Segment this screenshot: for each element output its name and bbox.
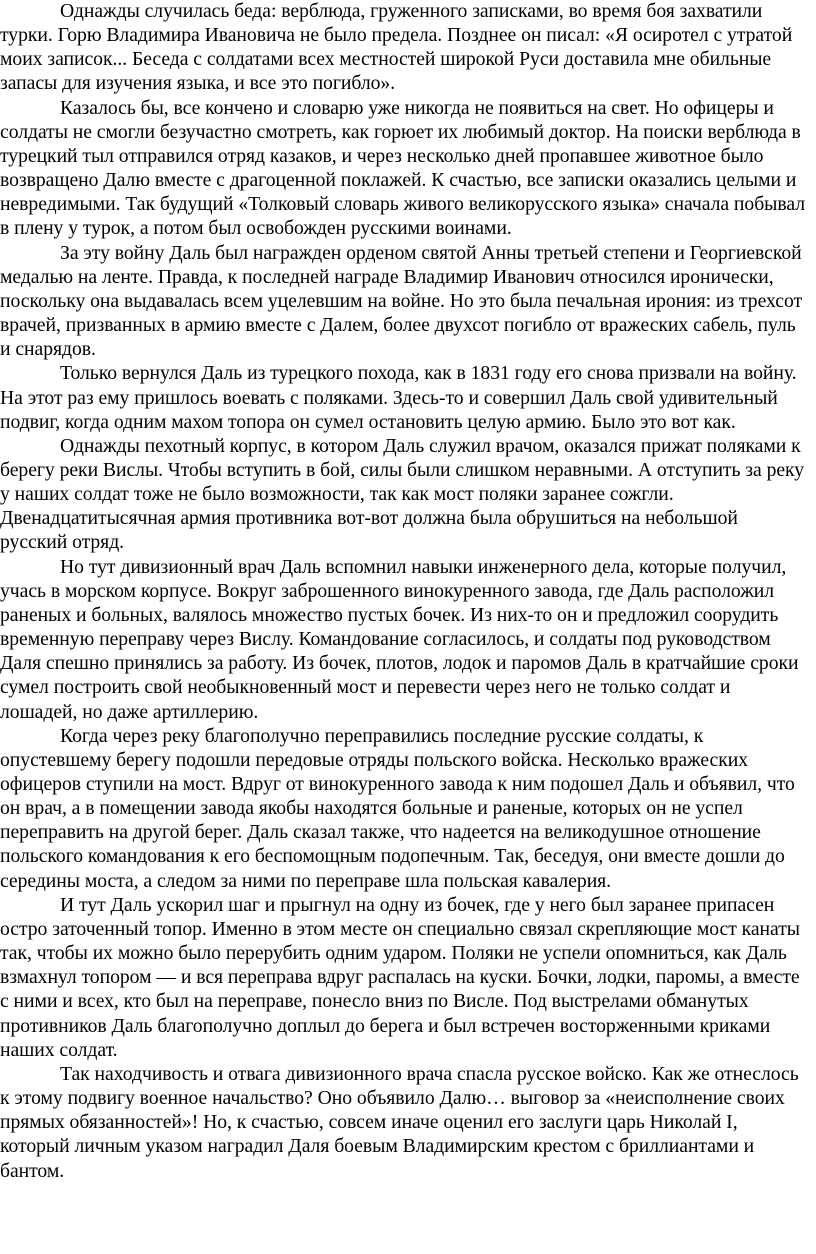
paragraph-polish-officers: Когда через реку благополучно переправились последние русские солдаты, к опустевшему берегу подошли передовые отряды польского войска. Несколько вражеских офицеров ступили на мост. Вдруг от винокуренного завода к ним подошел Даль и объявил, что он врач, а в помещении завода якобы находятся больные и раненые, которых он не успел переправить на другой берег. Даль сказал также, что надеется на великодушное отношение польского командования к его беспомощным подопечным. Так, беседуя, они вместе дошли до середины моста, а следом за ними по переправе шла польская кавалерия. [0, 724, 795, 892]
paragraph-polish-war: Только вернулся Даль из турецкого похода, как в 1831 году его снова призвали на войну. На этот раз ему пришлось воевать с поляками. Здесь-то и совершил Даль свой удивительный подвиг, когда одним махом топора он сумел остановить целую армию. Было это вот как. [0, 362, 797, 433]
paragraph-reward: Так находчивость и отвага дивизионного врача спасла русское войско. Как же отнеслось к этому подвигу военное начальство? Оно объявило Далю… выговор за «неисполнение своих прямых обязанностей»! Но, к счастью, совсем иначе оценил его заслуги царь Николай I, который личным указом наградил Даля боевым Владимирским крестом с бриллиантами и бантом. [0, 1062, 799, 1182]
paragraph-cossacks-return: Казалось бы, все кончено и словарю уже никогда не появиться на свет. Но офицеры и солдаты не смогли безучастно смотреть, как горюет их любимый доктор. На поиски верблюда в турецкий тыл отправился отряд казаков, и через несколько дней пропавшее животное было возвращено Далю вместе с драгоценной поклажей. К счастью, все записки оказались целыми и невредимыми. Так будущий «Толковый словарь живого великорусского языка» сначала побывал в плену у турок, а потом был освобожден русскими воинами. [0, 96, 805, 240]
paragraph-camel-captured: Однажды случилась беда: верблюда, груженного записками, во время боя захватили турки. Горю Владимира Ивановича не было предела. Позднее он писал: «Я осиротел с утратой моих записок... Беседа с солдатами всех местностей широкой Руси доставила мне обильные запасы для изучения языка, и все это погибло». [0, 0, 793, 95]
paragraph-vistula-trap: Однажды пехотный корпус, в котором Даль служил врачом, оказался прижат поляками к берегу реки Вислы. Чтобы вступить в бой, силы были слишком неравными. А отступить за реку у наших солдат тоже не было возможности, так как мост поляки заранее сожгли. Двенадцатитысячная армия противника вот-вот должна была обрушиться на небольшой русский отряд. [0, 434, 805, 554]
paragraph-awards: За эту войну Даль был награжден орденом святой Анны третьей степени и Георгиевской медалью на ленте. Правда, к последней награде Владимир Иванович относился иронически, поскольку она выдавалась всем уцелевшим на войне. Но это была печальная ирония: из трехсот врачей, призванных в армию вместе с Далем, более двухсот погибло от вражеских сабель, пуль и снарядов. [0, 241, 803, 361]
paragraph-axe-strike: И тут Даль ускорил шаг и прыгнул на одну из бочек, где у него был заранее припасен остро заточенный топор. Именно в этом месте он специально связал скрепляющие мост канаты так, чтобы их можно было перерубить одним ударом. Поляки не успели опомниться, как Даль взмахнул топором — и вся переправа вдруг распалась на куски. Бочки, лодки, паромы, а вместе с ними и всех, кто был на переправе, понесло вниз по Висле. Под выстрелами обманутых противников Даль благополучно доплыл до берега и был встречен восторженными криками наших солдат. [0, 893, 800, 1061]
paragraph-barrel-bridge: Но тут дивизионный врач Даль вспомнил навыки инженерного дела, которые получил, учась в морском корпусе. Вокруг заброшенного винокуренного завода, где Даль расположил раненых и больных, валялось множество пустых бочек. Из них-то он и предложил соорудить временную переправу через Вислу. Командование согласилось, и солдаты под руководством Даля спешно принялись за работу. Из бочек, плотов, лодок и паромов Даль в кратчайшие сроки сумел построить свой необыкновенный мост и перевести через него не только солдат и лошадей, но даже артиллерию. [0, 555, 799, 723]
